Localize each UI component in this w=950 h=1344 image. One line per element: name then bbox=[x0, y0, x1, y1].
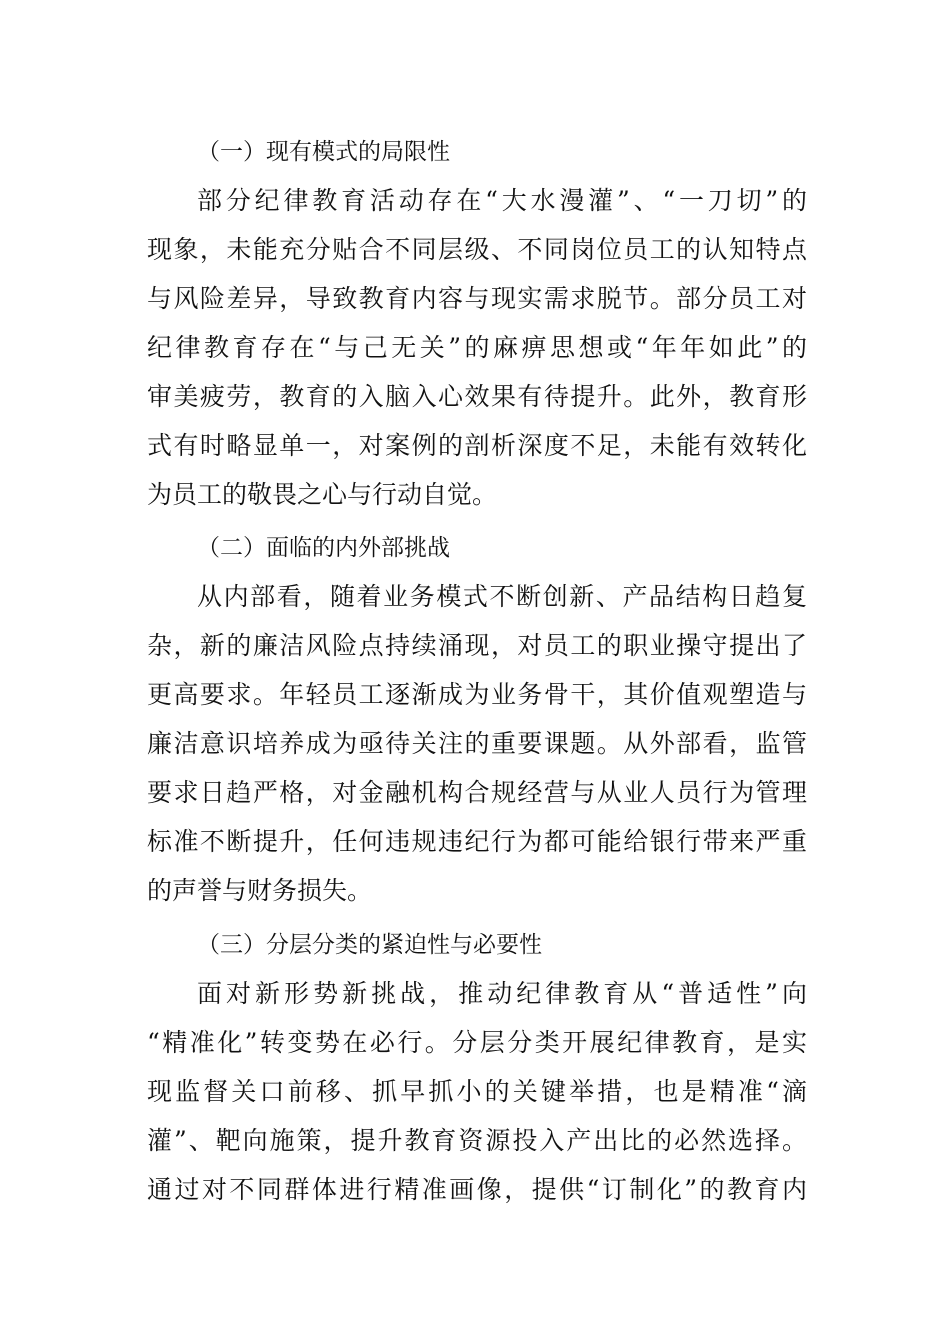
paragraph-line: 面对新形势新挑战，推动纪律教育从“普适性”向 bbox=[197, 979, 807, 1008]
paragraph-line: 式有时略显单一，对案例的剖析深度不足，未能有效转化 bbox=[147, 431, 807, 460]
section-heading-1: （一）现有模式的局限性 bbox=[197, 139, 450, 165]
paragraph-line: 现象，未能充分贴合不同层级、不同岗位员工的认知特点 bbox=[147, 235, 807, 264]
section-heading-2: （二）面临的内外部挑战 bbox=[197, 535, 450, 561]
paragraph-line: 从内部看，随着业务模式不断创新、产品结构日趋复 bbox=[197, 582, 807, 611]
paragraph-line: 审美疲劳，教育的入脑入心效果有待提升。此外，教育形 bbox=[147, 382, 807, 411]
paragraph-line: 要求日趋严格，对金融机构合规经营与从业人员行为管理 bbox=[147, 778, 807, 807]
paragraph-line: 通过对不同群体进行精准画像，提供“订制化”的教育内 bbox=[147, 1175, 807, 1204]
paragraph-line: 灌”、靶向施策，提升教育资源投入产出比的必然选择。 bbox=[147, 1126, 807, 1155]
paragraph-line: 与风险差异，导致教育内容与现实需求脱节。部分员工对 bbox=[147, 284, 807, 313]
paragraph-line: 标准不断提升，任何违规违纪行为都可能给银行带来严重 bbox=[147, 827, 807, 856]
paragraph-line: 更高要求。年轻员工逐渐成为业务骨干，其价值观塑造与 bbox=[147, 680, 807, 709]
paragraph-line: 的声誉与财务损失。 bbox=[147, 876, 373, 905]
paragraph-line: 为员工的敬畏之心与行动自觉。 bbox=[147, 480, 498, 509]
paragraph-line: 现监督关口前移、抓早抓小的关键举措，也是精准“滴 bbox=[147, 1077, 807, 1106]
paragraph-line: “精准化”转变势在必行。分层分类开展纪律教育，是实 bbox=[147, 1028, 807, 1057]
paragraph-line: 廉洁意识培养成为亟待关注的重要课题。从外部看，监管 bbox=[147, 729, 807, 758]
paragraph-line: 部分纪律教育活动存在“大水漫灌”、“一刀切”的 bbox=[197, 186, 807, 215]
section-heading-3: （三）分层分类的紧迫性与必要性 bbox=[197, 932, 542, 958]
paragraph-line: 纪律教育存在“与己无关”的麻痹思想或“年年如此”的 bbox=[147, 333, 807, 362]
paragraph-line: 杂，新的廉洁风险点持续涌现，对员工的职业操守提出了 bbox=[147, 631, 807, 660]
